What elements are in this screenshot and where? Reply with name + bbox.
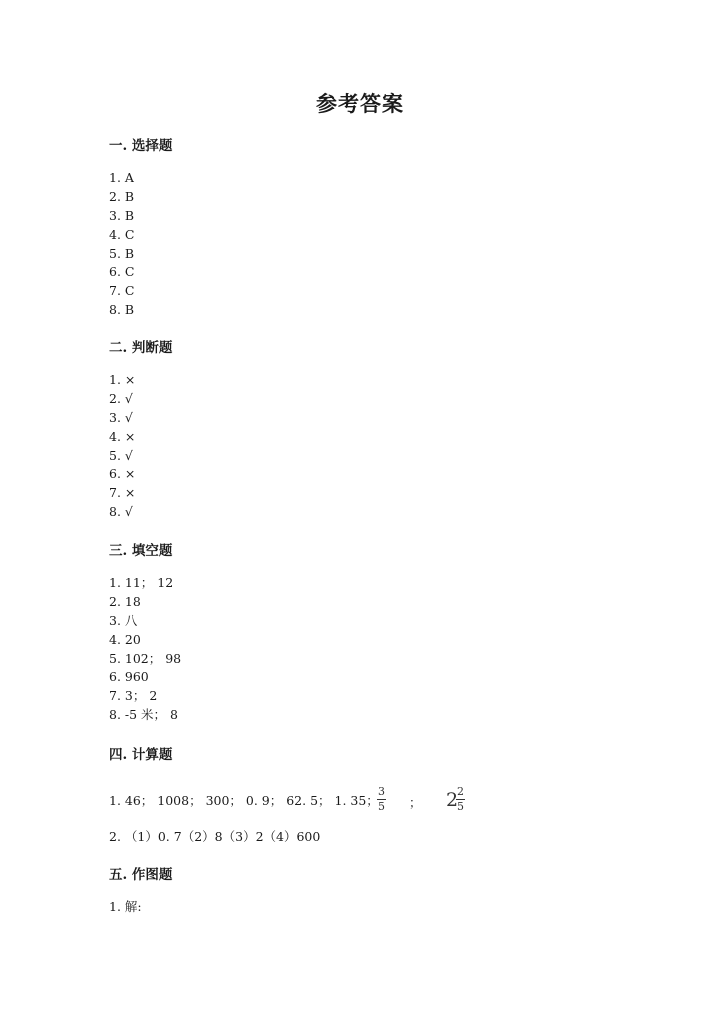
list-item: 7. C (109, 283, 135, 299)
section-heading-calc: 四. 计算题 (109, 747, 173, 763)
list-item: 1. 解: (109, 899, 142, 914)
list-item: 2. √ (109, 390, 133, 406)
list-item: 8. B (109, 302, 135, 318)
answer-list-choice (109, 169, 134, 320)
list-item: 4. 20 (109, 631, 141, 647)
fraction-numerator: 2 (457, 785, 464, 798)
list-item: 1. 11； 12 (109, 575, 174, 590)
section-heading-drawing: 五. 作图题 (109, 867, 173, 883)
list-item: 1. × (109, 372, 136, 387)
fraction-three-fifths (377, 786, 386, 813)
list-item: 7. 3； 2 (109, 688, 158, 704)
page-title: 参考答案 (316, 91, 404, 116)
list-item: 8. -5 米； 8 (109, 707, 178, 723)
list-item: 5. √ (109, 447, 133, 463)
fraction-numerator: 3 (378, 785, 385, 798)
section-heading-judge: 二. 判断题 (109, 340, 173, 356)
list-item: 4. C (109, 226, 135, 242)
calc-answer-line-1: 1. 46； 1008； 300； 0. 9； 62. 5； 1. 35； (109, 793, 379, 808)
list-item: 6. × (109, 466, 136, 482)
list-item: 2. B (109, 188, 135, 204)
list-item: 3. B (109, 207, 135, 223)
list-item: 4. × (109, 428, 136, 444)
fraction-denominator: 5 (457, 800, 464, 813)
list-item: 7. × (109, 485, 136, 501)
list-item: 1. A (109, 170, 134, 185)
section-heading-fill: 三. 填空题 (109, 543, 173, 559)
fraction-denominator: 5 (378, 800, 385, 813)
list-item: 3. √ (109, 409, 133, 425)
list-item: 3. 八 (109, 612, 138, 628)
calc-answer-line-2: 2. （1）0. 7（2）8（3）2（4）600 (109, 829, 321, 844)
mixed-number-fraction (456, 786, 465, 813)
answer-list-fill (109, 574, 181, 725)
fraction-separator: ； (409, 795, 422, 810)
list-item: 6. C (109, 264, 135, 280)
section-heading-choice: 一. 选择题 (109, 138, 173, 154)
answer-list-drawing (109, 898, 142, 917)
list-item: 8. √ (109, 504, 133, 520)
list-item: 5. 102； 98 (109, 650, 182, 666)
mixed-number-whole: 2 (446, 789, 459, 811)
answer-list-judge (109, 371, 135, 522)
list-item: 5. B (109, 245, 135, 261)
list-item: 2. 18 (109, 593, 141, 609)
list-item: 6. 960 (109, 669, 149, 685)
